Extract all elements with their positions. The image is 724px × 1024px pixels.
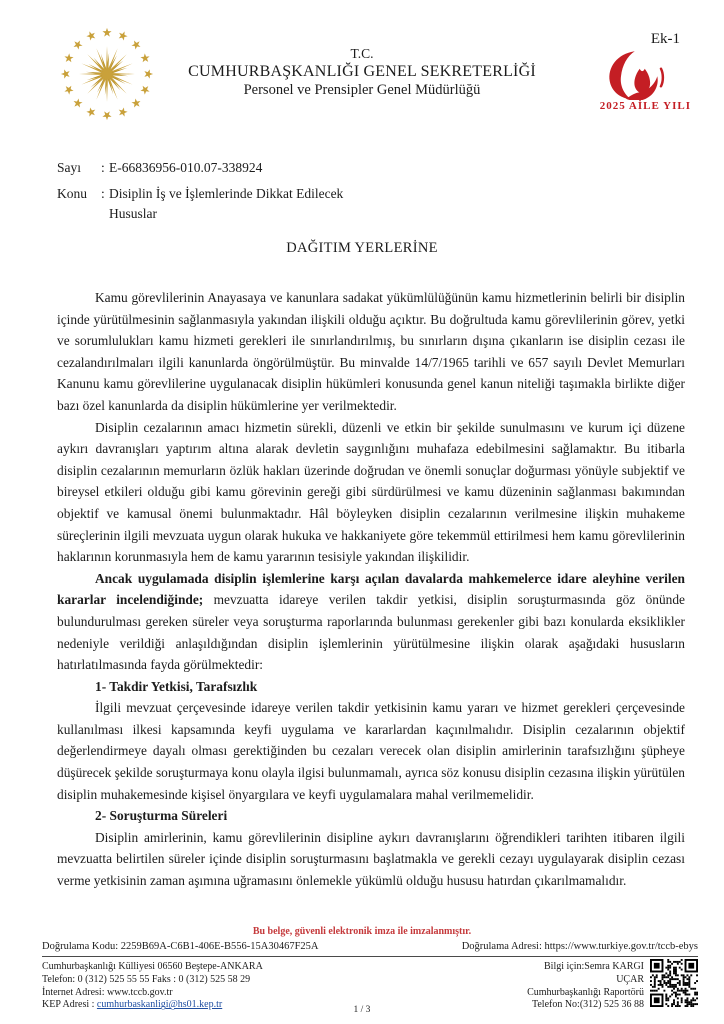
attachment-label: Ek-1 xyxy=(650,31,680,47)
paragraph-2: Disiplin cezalarının amacı hizmetin sürekli, düzenli ve etkin bir şekilde sunulmasını ve kurum içi düzene aykırı davranışları yaptırım altına alarak devletin saygınlığını muhafaza edebilmesini sağlamaktır. Bu itibarla disiplin cezalarının memurların özlük hakları üzerinde doğrudan ve önemli sonuçlar doğurması yönüyle subjektif ve bireysel etkileri olduğu gibi kamu görevinin gereği gibi sürdürülmesi ve kamu düzeninin sağlanması bakımından objektif ve kamusal önemi bulunmaktadır. Hâl böyleyken disiplin cezalarının verilmesine ilişkin muhakeme süreçlerinin ilgili mevzuata uygun olarak hukuka ve hakkaniyete göre tekemmül ettirilmesi hem kamu görevlilerinin haklarının korunmasıyla hem de kamu yararının tesisiyle yakından ilişkilidir. xyxy=(57,419,685,565)
qr-code-icon xyxy=(650,959,698,1007)
sayi-row xyxy=(57,158,343,178)
document-meta xyxy=(57,158,343,224)
family-year-label: 2025 AİLE YILI xyxy=(599,100,691,112)
verification-code: Doğrulama Kodu: 2259B69A-C6B1-406E-B556-15A30467F25A xyxy=(42,941,319,952)
section-heading-2: 2- Soruşturma Süreleri xyxy=(95,808,228,824)
kep-email-link[interactable]: cumhurbaskanligi@hs01.kep.tr xyxy=(96,999,223,1011)
section-heading-1: 1- Takdir Yetkisi, Tarafsızlık xyxy=(95,678,258,694)
letterhead-dept: Personel ve Prensipler Genel Müdürlüğü xyxy=(243,82,481,98)
konu-label: Konu xyxy=(57,186,87,201)
letterhead-org: CUMHURBAŞKANLIĞI GENEL SEKRETERLİĞİ xyxy=(188,63,536,80)
web-address-line: İnternet Adresi: www.tccb.gov.tr xyxy=(42,986,173,998)
letterhead-tc: T.C. xyxy=(350,46,374,61)
sayi-colon: : xyxy=(101,160,105,175)
paragraph-3-bold: Ancak uygulamada disiplin işlemlerine karşı açılan davalarda mahkemelerce idare aleyhine verilen kararlar incelendiğinde; xyxy=(57,570,685,608)
paragraph-3-rest: mevzuatta idareye verilen takdir yetkisi, disiplin soruşturmasında göz önünde bulundurulması gereken süreler veya soruşturma raporlarında bulunması gerekenler gibi bazı konularda eksiklikler nedeniyle verildiği anlaşıldığından disiplin işlemlerinin yürütülmesine ilişkin olarak aşağıdaki hususların hatırlatılmasında fayda görülmektedir: xyxy=(57,592,685,673)
verification-address: Doğrulama Adresi: https://www.turkiye.gov.tr/tccb-ebys xyxy=(461,941,698,952)
contact-name-line: Bilgi için:Semra KARGI xyxy=(544,961,644,972)
verification-row xyxy=(42,941,698,957)
contact-title-line: Cumhurbaşkanlığı Raportörü xyxy=(527,986,644,998)
sayi-label: Sayı xyxy=(57,160,82,175)
esignature-note: Bu belge, güvenli elektronik imza ile imzalanmıştır. xyxy=(252,926,472,937)
konu-row xyxy=(57,184,343,204)
kep-label: KEP Adresi : xyxy=(42,999,97,1011)
letter-body xyxy=(57,287,685,892)
page-number: 1 / 3 xyxy=(353,1005,371,1015)
konu-colon: : xyxy=(101,186,105,201)
distribution-title: DAĞITIM YERLERİNE xyxy=(286,240,438,256)
paragraph-3 xyxy=(57,568,685,676)
address-line: Cumhurbaşkanlığı Külliyesi 06560 Beştepe-ANKARA xyxy=(42,961,263,972)
family-year-logo-icon xyxy=(604,50,668,100)
konu-value-line2: Hususlar xyxy=(109,206,157,221)
phone-fax-line: Telefon: 0 (312) 525 55 55 Faks : 0 (312) 525 58 29 xyxy=(42,973,251,985)
paragraph-1: Kamu görevlilerinin Anayasaya ve kanunlara sadakat yükümlülüğünün kamu hizmetlerinin belirli bir disiplin içinde yürütülmesinin sağlanmasıyla yakından ilişkili olduğu açıktır. Bu doğrultuda kamu görevlilerinin görev, yetki ve sorumlulukları kamu hizmeti gerekleri ile sınırlandırılmış, bu sınırların dışına çıkanların ise disiplin cezası ile cezalandırılmaları ilgili kanunlarda öngörülmüştür. Bu minvalde 14/7/1965 tarihli ve 657 sayılı Devlet Memurları Kanunu kamu görevlilerine uygulanacak disiplin hükümleri konusunda genel kanun niteliği taşımakla birlikte diğer bazı özel kanunlarda da disiplin hükümlerine yer verilmektedir. xyxy=(57,290,685,413)
contact-surname-line: UÇAR xyxy=(616,973,644,985)
paragraph-5: Disiplin amirlerinin, kamu görevlilerinin disipline aykırı davranışlarını öğrendikleri tarihten itibaren ilgili mevzuatta belirtilen süreler içinde disiplin soruşturmasını başlatmakla ve gerekli cezayı uygulayarak disiplin cezası verme yetkisinin zaman aşımına uğramasını önlemekle yükümlü olduğu hususu hatırdan çıkarılmamalıdır. xyxy=(57,829,685,889)
contact-phone-line: Telefon No:(312) 525 36 88 xyxy=(531,999,644,1011)
sayi-value: E-66836956-010.07-338924 xyxy=(109,160,263,175)
paragraph-4: İlgili mevzuat çerçevesinde idareye verilen takdir yetkisinin kamu yararı ve hizmet gerekleri çerçevesinde kullanılması ilkesi kapsamında keyfi uygulama ve kararlardan kaçınılmalıdır. Disiplin cezalarının objektif değerlendirmeye dayalı olması gerektiğinden bu cezaları verecek olan disiplin amirlerinin tarafsızlığını şüpheye düşürecek şekilde soruşturmaya konu olayla ilgisi bulunmamalı, ayrıca söz konusu disiplin cezasına ilişkin yürütülen disiplin muhakemesinde kişisel önyargılara ve keyfi uygulamalara mahal verilmemelidir. xyxy=(57,700,685,802)
konu-value-line1: Disiplin İş ve İşlemlerinde Dikkat Edilecek xyxy=(109,186,344,201)
